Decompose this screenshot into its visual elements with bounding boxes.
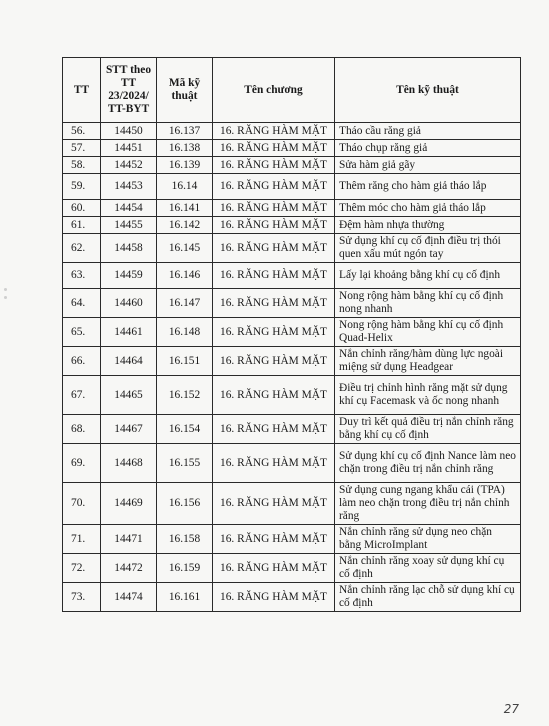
cell-tt: 58. (63, 157, 101, 174)
cell-ten-ky-thuat: Tháo cầu răng giả (335, 123, 521, 140)
cell-stt: 14452 (101, 157, 157, 174)
cell-stt: 14450 (101, 123, 157, 140)
cell-ten-chuong: 16. RĂNG HÀM MẶT (213, 318, 335, 347)
cell-ma-ky-thuat: 16.147 (157, 289, 213, 318)
cell-tt: 62. (63, 234, 101, 263)
cell-ten-chuong: 16. RĂNG HÀM MẶT (213, 140, 335, 157)
cell-ten-ky-thuat: Nắn chỉnh răng/hàm dùng lực ngoài miệng sử dụng Headgear (335, 347, 521, 376)
table-row (63, 123, 521, 140)
table-header-row (63, 58, 521, 123)
cell-ma-ky-thuat: 16.145 (157, 234, 213, 263)
cell-ten-ky-thuat: Sửa hàm giả gãy (335, 157, 521, 174)
cell-tt: 61. (63, 217, 101, 234)
cell-ten-ky-thuat: Nắn chỉnh răng xoay sử dụng khí cụ cố định (335, 554, 521, 583)
cell-stt: 14455 (101, 217, 157, 234)
cell-ten-ky-thuat: Lấy lại khoảng bằng khí cụ cố định (335, 263, 521, 289)
cell-stt: 14468 (101, 444, 157, 483)
cell-tt: 69. (63, 444, 101, 483)
cell-tt: 63. (63, 263, 101, 289)
cell-ma-ky-thuat: 16.154 (157, 415, 213, 444)
cell-ma-ky-thuat: 16.151 (157, 347, 213, 376)
cell-stt: 14459 (101, 263, 157, 289)
cell-ten-chuong: 16. RĂNG HÀM MẶT (213, 444, 335, 483)
cell-tt: 71. (63, 525, 101, 554)
header-ma-ky-thuat: Mã kỹ thuật (157, 58, 213, 123)
cell-stt: 14453 (101, 174, 157, 200)
cell-stt: 14472 (101, 554, 157, 583)
cell-tt: 66. (63, 347, 101, 376)
cell-tt: 60. (63, 200, 101, 217)
cell-stt: 14469 (101, 483, 157, 525)
cell-tt: 56. (63, 123, 101, 140)
table-row (63, 174, 521, 200)
cell-ten-chuong: 16. RĂNG HÀM MẶT (213, 157, 335, 174)
cell-ma-ky-thuat: 16.137 (157, 123, 213, 140)
table-row (63, 318, 521, 347)
cell-ten-ky-thuat: Thêm răng cho hàm giả tháo lắp (335, 174, 521, 200)
header-tt: TT (63, 58, 101, 123)
header-stt: STT theo TT 23/2024/ TT-BYT (101, 58, 157, 123)
table-body (63, 123, 521, 612)
cell-tt: 65. (63, 318, 101, 347)
cell-ma-ky-thuat: 16.14 (157, 174, 213, 200)
cell-stt: 14461 (101, 318, 157, 347)
cell-tt: 73. (63, 583, 101, 612)
cell-ten-chuong: 16. RĂNG HÀM MẶT (213, 554, 335, 583)
table-row (63, 234, 521, 263)
cell-ma-ky-thuat: 16.155 (157, 444, 213, 483)
procedure-table-container (62, 57, 520, 612)
cell-ten-chuong: 16. RĂNG HÀM MẶT (213, 174, 335, 200)
cell-tt: 68. (63, 415, 101, 444)
cell-tt: 64. (63, 289, 101, 318)
cell-ma-ky-thuat: 16.138 (157, 140, 213, 157)
cell-tt: 57. (63, 140, 101, 157)
cell-stt: 14464 (101, 347, 157, 376)
cell-ma-ky-thuat: 16.158 (157, 525, 213, 554)
cell-ten-chuong: 16. RĂNG HÀM MẶT (213, 483, 335, 525)
cell-stt: 14460 (101, 289, 157, 318)
cell-ten-chuong: 16. RĂNG HÀM MẶT (213, 583, 335, 612)
cell-ten-chuong: 16. RĂNG HÀM MẶT (213, 217, 335, 234)
cell-stt: 14458 (101, 234, 157, 263)
cell-ten-ky-thuat: Sử dụng khí cụ cố định Nance làm neo chặn trong điều trị nắn chỉnh răng (335, 444, 521, 483)
cell-stt: 14474 (101, 583, 157, 612)
cell-stt: 14471 (101, 525, 157, 554)
scan-dot (4, 288, 7, 291)
cell-ten-ky-thuat: Sử dụng khí cụ cố định điều trị thói quen xấu mút ngón tay (335, 234, 521, 263)
cell-stt: 14451 (101, 140, 157, 157)
cell-ten-chuong: 16. RĂNG HÀM MẶT (213, 234, 335, 263)
cell-tt: 70. (63, 483, 101, 525)
cell-ma-ky-thuat: 16.139 (157, 157, 213, 174)
cell-ma-ky-thuat: 16.161 (157, 583, 213, 612)
table-row (63, 140, 521, 157)
cell-stt: 14467 (101, 415, 157, 444)
cell-ma-ky-thuat: 16.141 (157, 200, 213, 217)
table-row (63, 444, 521, 483)
scan-dot (4, 296, 7, 299)
cell-ten-ky-thuat: Duy trì kết quả điều trị nắn chỉnh răng bằng khí cụ cố định (335, 415, 521, 444)
cell-ten-ky-thuat: Thêm móc cho hàm giả tháo lắp (335, 200, 521, 217)
cell-ten-ky-thuat: Sử dụng cung ngang khẩu cái (TPA) làm neo chặn trong điều trị nắn chỉnh răng (335, 483, 521, 525)
table-row (63, 263, 521, 289)
cell-ma-ky-thuat: 16.148 (157, 318, 213, 347)
table-row (63, 415, 521, 444)
table-row (63, 554, 521, 583)
cell-ten-ky-thuat: Nong rộng hàm bằng khí cụ cố định Quad-Helix (335, 318, 521, 347)
cell-tt: 67. (63, 376, 101, 415)
cell-ten-chuong: 16. RĂNG HÀM MẶT (213, 263, 335, 289)
cell-ten-ky-thuat: Nong rộng hàm bằng khí cụ cố định nong nhanh (335, 289, 521, 318)
cell-ten-ky-thuat: Điều trị chỉnh hình răng mặt sử dụng khí cụ Facemask và ốc nong nhanh (335, 376, 521, 415)
handwritten-page-mark: 27 (503, 702, 519, 716)
cell-ten-chuong: 16. RĂNG HÀM MẶT (213, 415, 335, 444)
cell-ma-ky-thuat: 16.142 (157, 217, 213, 234)
header-ten-ky-thuat: Tên kỹ thuật (335, 58, 521, 123)
table-row (63, 289, 521, 318)
table-row (63, 347, 521, 376)
cell-ten-chuong: 16. RĂNG HÀM MẶT (213, 123, 335, 140)
cell-ten-chuong: 16. RĂNG HÀM MẶT (213, 200, 335, 217)
cell-ten-chuong: 16. RĂNG HÀM MẶT (213, 347, 335, 376)
header-ten-chuong: Tên chương (213, 58, 335, 123)
cell-stt: 14465 (101, 376, 157, 415)
cell-ma-ky-thuat: 16.146 (157, 263, 213, 289)
procedure-table (62, 57, 521, 612)
table-row (63, 217, 521, 234)
table-row (63, 525, 521, 554)
cell-ma-ky-thuat: 16.156 (157, 483, 213, 525)
cell-ten-ky-thuat: Đệm hàm nhựa thường (335, 217, 521, 234)
cell-ten-chuong: 16. RĂNG HÀM MẶT (213, 376, 335, 415)
cell-ten-chuong: 16. RĂNG HÀM MẶT (213, 525, 335, 554)
cell-stt: 14454 (101, 200, 157, 217)
cell-tt: 59. (63, 174, 101, 200)
table-row (63, 583, 521, 612)
cell-ten-ky-thuat: Nắn chỉnh răng lạc chỗ sử dụng khí cụ cố định (335, 583, 521, 612)
cell-ten-ky-thuat: Nắn chỉnh răng sử dụng neo chặn bằng MicroImplant (335, 525, 521, 554)
cell-ma-ky-thuat: 16.152 (157, 376, 213, 415)
cell-tt: 72. (63, 554, 101, 583)
table-row (63, 483, 521, 525)
table-row (63, 200, 521, 217)
cell-ten-ky-thuat: Tháo chụp răng giả (335, 140, 521, 157)
table-row (63, 157, 521, 174)
table-row (63, 376, 521, 415)
cell-ten-chuong: 16. RĂNG HÀM MẶT (213, 289, 335, 318)
cell-ma-ky-thuat: 16.159 (157, 554, 213, 583)
